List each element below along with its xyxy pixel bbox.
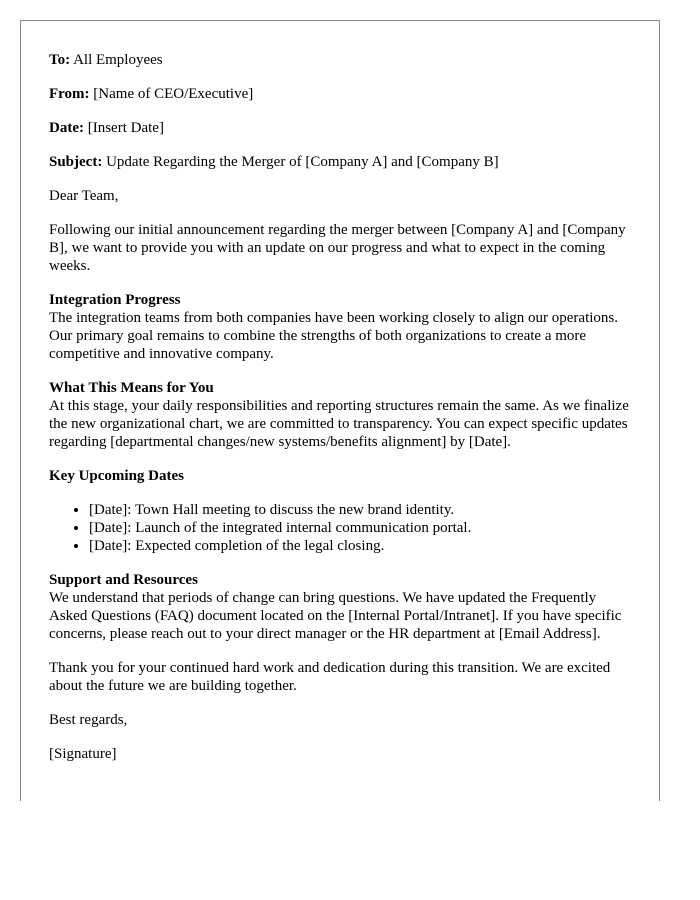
sign-off: Best regards, bbox=[49, 712, 128, 728]
intro-paragraph: Following our initial announcement regarding the merger between [Company A] and [Company B], we want to provide you with an update on our progress and what to expect in the coming weeks. bbox=[49, 222, 626, 274]
greeting: Dear Team, bbox=[49, 188, 119, 204]
from-value: [Name of CEO/Executive] bbox=[93, 86, 254, 102]
to-label: To: bbox=[49, 52, 71, 68]
to-value: All Employees bbox=[73, 52, 163, 68]
integration-title: Integration Progress bbox=[49, 292, 181, 308]
dates-title-text: Key Upcoming Dates bbox=[49, 468, 184, 484]
list-item: • [Date]: Expected completion of the legal closing. bbox=[89, 537, 631, 555]
date-line bbox=[49, 119, 631, 137]
letter-page bbox=[20, 20, 660, 801]
subject-value: Update Regarding the Merger of [Company A] and [Company B] bbox=[106, 154, 499, 170]
subject-line bbox=[49, 153, 631, 171]
support-title: Support and Resources bbox=[49, 572, 198, 588]
date-value: [Insert Date] bbox=[87, 120, 164, 136]
from-line bbox=[49, 85, 631, 103]
date-label: Date: bbox=[49, 120, 84, 136]
integration-section bbox=[49, 291, 631, 363]
meaning-section bbox=[49, 379, 631, 451]
meaning-body: At this stage, your daily responsibilities and reporting structures remain the same. As we finalize the new organizational chart, we are committed to transparency. You can expect specific updates regarding [departmental changes/new systems/benefits alignment] by [Date]. bbox=[49, 398, 629, 450]
signature: [Signature] bbox=[49, 746, 117, 762]
dates-list bbox=[49, 501, 631, 555]
list-item: • [Date]: Town Hall meeting to discuss the new brand identity. bbox=[89, 501, 631, 519]
support-body: We understand that periods of change can bring questions. We have updated the Frequently Asked Questions (FAQ) document located on the [Internal Portal/Intranet]. If you have specific concerns, please reach out to your direct manager or the HR department at [Email Address]. bbox=[49, 590, 622, 642]
meaning-title: What This Means for You bbox=[49, 380, 214, 396]
support-section bbox=[49, 571, 631, 643]
from-label: From: bbox=[49, 86, 90, 102]
dates-title bbox=[49, 467, 631, 485]
integration-body: The integration teams from both companies have been working closely to align our operations. Our primary goal remains to combine the strengths of both organizations to create a more competitive and innovative company. bbox=[49, 310, 619, 362]
subject-label: Subject: bbox=[49, 154, 103, 170]
to-line bbox=[49, 51, 631, 69]
closing-paragraph: Thank you for your continued hard work and dedication during this transition. We are excited about the future we are building together. bbox=[49, 660, 611, 694]
list-item: • [Date]: Launch of the integrated internal communication portal. bbox=[89, 519, 631, 537]
